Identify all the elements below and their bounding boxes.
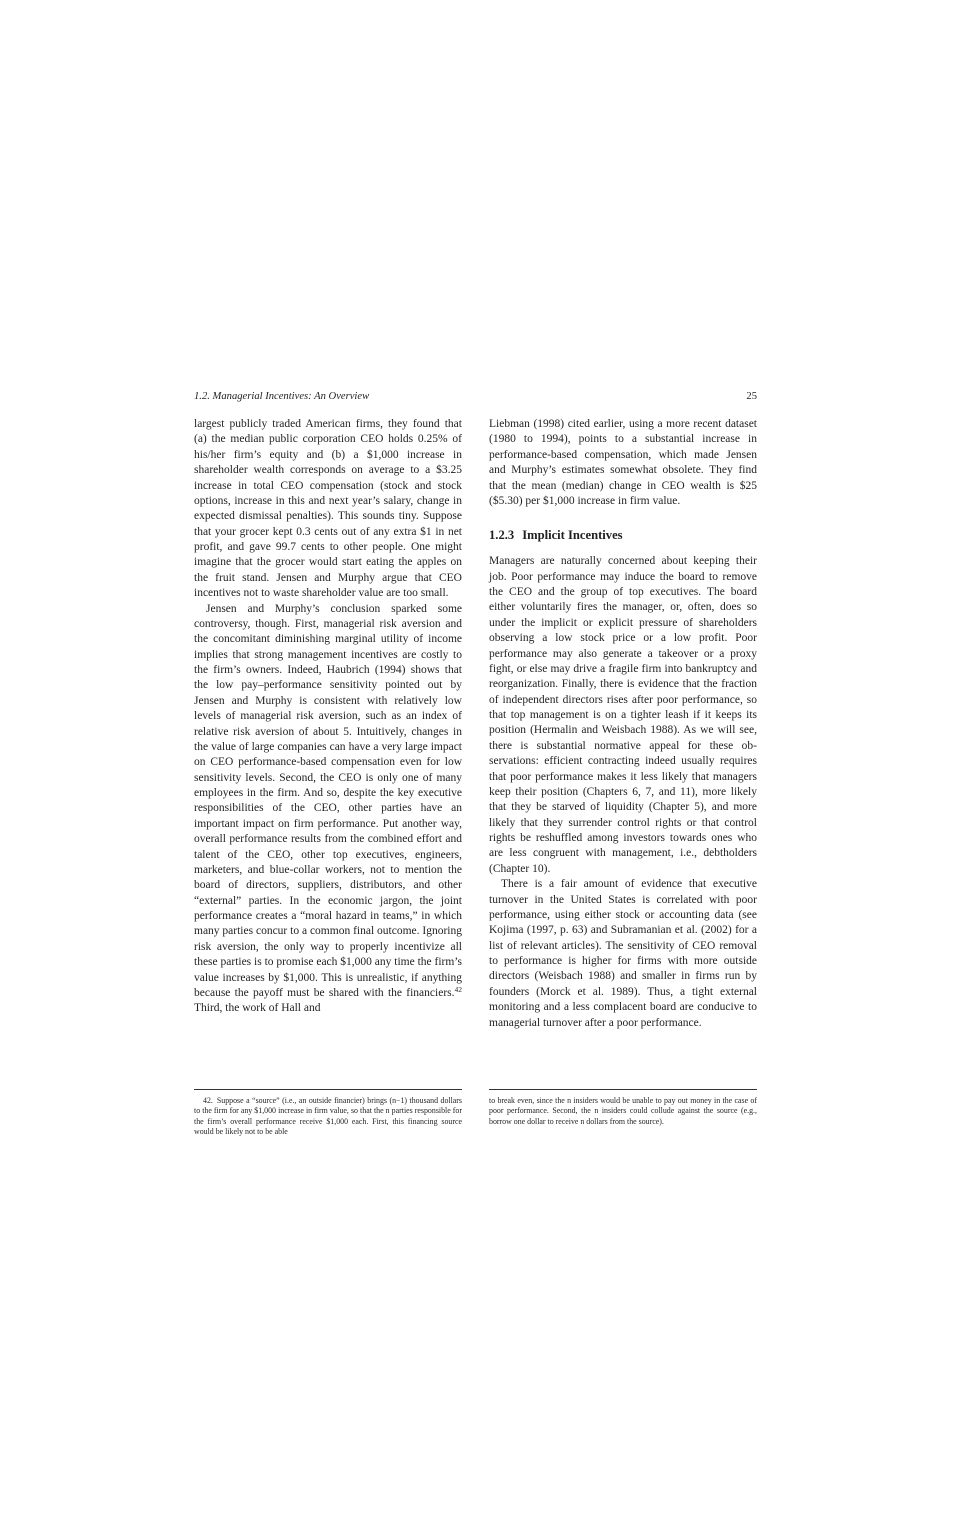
section-number: 1.2.3 — [489, 528, 515, 543]
right-text-column — [489, 417, 757, 1031]
footnote-text-part1: Suppose a “source” (i.e., an outside financier) brings (n−1) thousand dollars to the firm for any $1,000 increase in firm value, so that the n parties responsible for the firm’s overall performance receive $1,000 each. First, this financing source would be likely not to be able — [194, 1096, 462, 1137]
section-heading — [489, 527, 757, 543]
footnote-divider-right — [489, 1089, 757, 1090]
footnote-number: 42. — [203, 1096, 213, 1105]
page-number: 25 — [746, 391, 757, 402]
footnote-42-continued: to break even, since the n insiders would be unable to pay out money in the case of poor performance. Second, the n insiders could collude against the source (e.g., borrow one dollar to receive n dollars from the source). — [489, 1096, 757, 1126]
paragraph-hall-liebman: Liebman (1998) cited earlier, using a more recent dataset (1980 to 1994), points to a substantial increase in performance-based compensation, which made Jensen and Murphy’s estimates somewhat obsolete. They find that the mean (median) change in CEO wealth is $25 ($5.30) per $1,000 increase in firm value. — [489, 418, 757, 507]
left-text-column — [194, 417, 462, 1017]
running-title: 1.2. Managerial Incentives: An Overview — [194, 391, 370, 402]
paragraph-continued: largest publicly traded American firms, they found that (a) the median public corporation CEO holds 0.25% of his/her firm’s equity and (b) a $1,000 increase in shareholder wealth corresponds on average to a $3.25 increase in total CEO compensation (stock and stock options, increase in this and next year’s salary, change in expected dismissal penalties). This sounds tiny. Suppose that your grocer kept 0.3 cents out of any extra $1 in net profit, and gave 99.7 cents to other people. One might imagine that the grocer would start eating the apples on the fruit stand. Jensen and Murphy argue that CEO incentives not to waste shareholder value are too small. — [194, 418, 462, 600]
footnote-divider-left — [194, 1089, 462, 1090]
footnote-left-column — [194, 1096, 462, 1138]
paragraph-jensen-murphy-controversy — [194, 602, 462, 1017]
footnote-42 — [194, 1096, 462, 1138]
footnote-reference-42[interactable]: 42 — [454, 984, 462, 994]
paragraph-body: Jensen and Murphy’s conclusion sparked some controversy, though. First, managerial risk aversion and the concomitant diminishing marginal utility of income implies that strong management incentives are costly to the firm’s owners. Indeed, Haubrich (1994) shows that the low pay–performance sensitivity pointed out by Jensen and Murphy is consistent with relatively low levels of managerial risk aversion, such as an index of relative risk aversion of about 5. Intuitively, changes in the value of large companies can have a very large impact on CEO performance-based compensation even for low sensitivity levels. Second, the CEO is only one of many employees in the firm. And so, despite the key executive responsibilities of the CEO, other parties have an important impact on firm performance. Put another way, overall performance results from the combined effort and talent of the CEO, other top executives, engineers, marketers, and blue-collar workers, not to mention the board of directors, suppliers, distributors, and other “external” parties. In the economic jargon, the joint performance creates a “moral hazard in teams,” in which many parties concur to a common final outcome. Ignoring risk aversion, the only way to properly incentivize all these parties is to promise each $1,000 any time the firm’s value increases by $1,000. This is unrealistic, if anything because the payoff must be shared with the financiers. — [194, 602, 462, 999]
paragraph-tail: Third, the work of Hall and — [194, 1002, 321, 1015]
running-header — [194, 389, 757, 405]
section-title: Implicit Incentives — [522, 528, 623, 543]
paragraph-implicit-incentives: Managers are naturally concerned about keeping their job. Poor performance may induce the board to remove the CEO and the group of top executives. The board either voluntarily fires the manager, or, often, does so under the implicit or explicit pressure of shareholders observing a low stock price or a low profit. Poor performance may also generate a takeover or a proxy fight, or else may drive a fragile firm into bankruptcy and reorganization. Finally, there is evidence that the fraction of independent directors rises after poor performance, so that top management is on a tighter leash if it keeps its position (Hermalin and Weisbach 1988). As we will see, there is substantial normative appeal for these observations: efficient contracting indeed usually requires that poor performance makes it less likely that managers keep their position (Chapters 6, 7, and 11), more likely that they be starved of liquidity (Chapter 5), and more likely that they surrender control rights or that control rights be reshuffled among investors towards ones who are less congruent with management, i.e., debtholders (Chapter 10). — [489, 555, 757, 875]
paragraph-turnover-evidence: There is a fair amount of evidence that executive turnover in the United States is correlated with poor performance, using either stock or accounting data (see Kojima (1997, p. 63) and Subramanian et al. (2002) for a list of relevant articles). The sensitivity of CEO removal to performance is higher for firms with more outside directors (Weisbach 1988) and smaller in firms run by founders (Morck et al. 1989). Thus, a tight external monitoring and a less complacent board are conducive to managerial turnover after a poor performance. — [489, 878, 757, 1029]
footnote-right-column — [489, 1096, 757, 1127]
